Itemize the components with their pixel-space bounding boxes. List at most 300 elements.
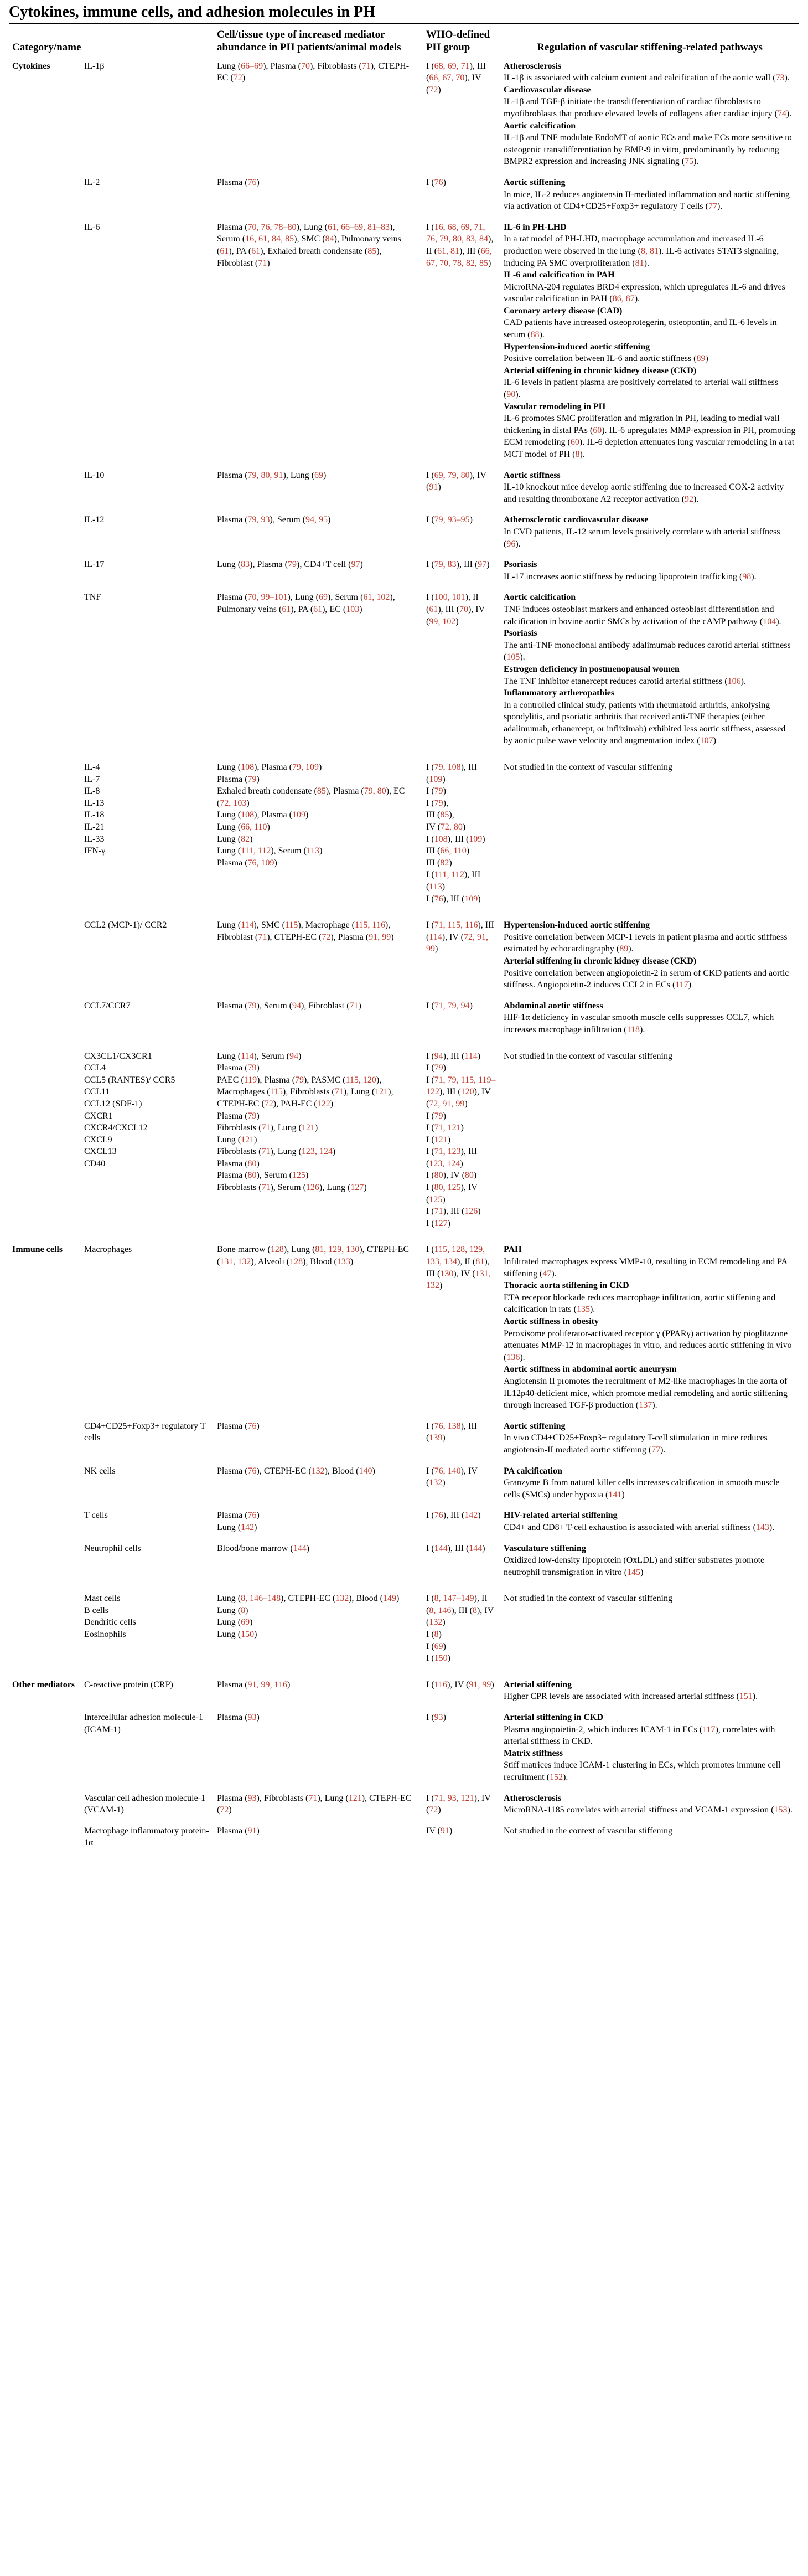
reference-number[interactable]: 61, 102: [363, 593, 390, 602]
reference-number[interactable]: 79: [287, 560, 297, 570]
reference-number[interactable]: 109: [469, 834, 483, 844]
reference-number[interactable]: 61: [429, 604, 438, 614]
cell-type-text: Lung (82): [217, 834, 253, 844]
pathway-description: In mice, IL-2 reduces angiotensin II-mediated inflammation and aortic stiffening via activation of CD4+CD25+Foxp3+ regulatory T cells (77).: [504, 189, 790, 212]
reference-number[interactable]: 71, 115, 116: [434, 920, 478, 930]
reference-number[interactable]: 72, 91, 99: [426, 932, 488, 954]
reference-number[interactable]: 100, 101: [434, 593, 465, 602]
table-row: [9, 219, 799, 467]
reference-number[interactable]: 79: [247, 1063, 257, 1073]
mediator-name: CXCR1: [84, 1111, 113, 1121]
pathway-description: Not studied in the context of vascular stiffening: [504, 1051, 672, 1061]
reference-number[interactable]: 127: [350, 1183, 364, 1193]
reference-number[interactable]: 80: [464, 1171, 474, 1181]
reference-number[interactable]: 79: [434, 798, 443, 808]
header-regulation: Regulation of vascular stiffening-related pathways: [500, 24, 799, 58]
reference-number[interactable]: 109: [429, 774, 443, 784]
reference-number[interactable]: 144: [469, 1543, 483, 1553]
reference-number[interactable]: 99, 102: [429, 616, 456, 626]
reference-number[interactable]: 71: [361, 61, 371, 71]
reference-number[interactable]: 82: [241, 834, 250, 844]
reference-number[interactable]: 71: [308, 1793, 318, 1803]
mediator-name-cell: [81, 58, 214, 174]
reference-number[interactable]: 60: [593, 425, 602, 435]
mediator-name-cell: [81, 557, 214, 589]
reference-number[interactable]: 71: [261, 1123, 271, 1133]
mediator-name-cell: [81, 1463, 214, 1508]
reference-number[interactable]: 69, 79, 80: [434, 470, 470, 480]
reference-number[interactable]: 61: [220, 246, 229, 256]
reference-number[interactable]: 109: [464, 894, 478, 904]
reference-number[interactable]: 69: [318, 593, 328, 602]
reference-number[interactable]: 106: [727, 676, 741, 686]
reference-number[interactable]: 16, 61, 84, 85: [245, 234, 294, 244]
cell-type-cell: [214, 174, 423, 219]
reference-number[interactable]: 98: [742, 571, 752, 581]
reference-number[interactable]: 71: [258, 932, 267, 942]
reference-number[interactable]: 130: [440, 1269, 454, 1279]
pathway-description: IL-1β is associated with calcium content and calcification of the aortic wall (73).: [504, 73, 790, 83]
reference-number[interactable]: 94: [289, 1051, 298, 1061]
reference-number[interactable]: 145: [627, 1567, 641, 1577]
reference-number[interactable]: 119: [244, 1075, 257, 1085]
reference-number[interactable]: 107: [700, 736, 713, 746]
pathway-heading: Aortic calcification: [504, 121, 576, 131]
who-group-cell: [423, 174, 500, 219]
who-group-text: I (108), III (109): [426, 834, 485, 844]
reference-number[interactable]: 131, 132: [426, 1269, 491, 1291]
reference-number[interactable]: 86, 87: [612, 294, 635, 304]
reference-number[interactable]: 79, 93: [247, 515, 270, 525]
reference-number[interactable]: 69: [314, 470, 323, 480]
reference-number[interactable]: 79: [247, 1111, 257, 1121]
reference-number[interactable]: 132: [335, 1594, 349, 1604]
reference-number[interactable]: 114: [429, 932, 442, 942]
reference-number[interactable]: 47: [542, 1269, 552, 1279]
reference-number[interactable]: 72, 103: [220, 798, 247, 808]
reference-number[interactable]: 8, 146–148: [241, 1594, 281, 1604]
who-group-text: I (79),: [426, 798, 448, 808]
table-row: [9, 512, 799, 557]
who-group-text: I (76, 140), IV (132): [426, 1466, 478, 1488]
reference-number[interactable]: 142: [464, 1511, 478, 1521]
reference-number[interactable]: 153: [774, 1805, 788, 1815]
reference-number[interactable]: 97: [351, 560, 360, 570]
table-row: [9, 1043, 799, 1237]
reference-number[interactable]: 118: [626, 1024, 640, 1034]
reference-number[interactable]: 81: [635, 258, 644, 268]
cell-type-cell: [214, 1418, 423, 1463]
reference-number[interactable]: 79, 109: [292, 763, 319, 772]
pathway-description: IL-17 increases aortic stiffness by reducing lipoprotein trafficking (98).: [504, 571, 757, 581]
reference-number[interactable]: 76, 140: [434, 1466, 461, 1476]
reference-number[interactable]: 91: [247, 1826, 257, 1836]
pathway-description: ETA receptor blockade reduces macrophage infiltration, aortic stiffening and calcification in rats (135).: [504, 1292, 776, 1315]
reference-number[interactable]: 72, 91, 99: [429, 1099, 465, 1109]
reference-number[interactable]: 66–69: [241, 61, 263, 71]
who-group-cell: [423, 1507, 500, 1540]
who-group-cell: [423, 58, 500, 174]
regulation-cell: [500, 1823, 799, 1856]
reference-number[interactable]: 75: [685, 157, 694, 167]
cell-type-cell: [214, 1709, 423, 1790]
cell-type-cell: [214, 754, 423, 911]
reference-number[interactable]: 114: [241, 920, 254, 930]
reference-number[interactable]: 123, 124: [429, 1158, 460, 1168]
reference-number[interactable]: 111, 112: [434, 870, 464, 880]
reference-number[interactable]: 69: [241, 1617, 250, 1627]
mediator-name: Neutrophil cells: [84, 1543, 141, 1553]
reference-number[interactable]: 60: [570, 437, 579, 447]
reference-number[interactable]: 66, 110: [440, 846, 467, 856]
reference-number[interactable]: 79: [434, 786, 443, 796]
reference-number[interactable]: 121: [241, 1135, 255, 1145]
reference-number[interactable]: 76: [434, 894, 443, 904]
reference-number[interactable]: 71: [434, 1207, 443, 1217]
reference-number[interactable]: 84: [325, 234, 334, 244]
reference-number[interactable]: 136: [506, 1352, 520, 1362]
reference-number[interactable]: 76: [434, 1511, 443, 1521]
reference-number[interactable]: 121: [434, 1135, 448, 1145]
cell-type-cell: [214, 1236, 423, 1418]
reference-number[interactable]: 115, 128, 129, 133, 134: [426, 1245, 485, 1267]
reference-number[interactable]: 97: [478, 560, 487, 570]
reference-number[interactable]: 80, 125: [434, 1183, 461, 1193]
reference-number[interactable]: 137: [639, 1400, 652, 1410]
regulation-cell: [500, 174, 799, 219]
reference-number[interactable]: 120: [460, 1087, 474, 1097]
pathway-description: Positive correlation between MCP-1 levels in patient plasma and aortic stiffness estimated by echocardiography (89).: [504, 932, 788, 954]
reference-number[interactable]: 77: [651, 1445, 661, 1455]
reference-number[interactable]: 121: [301, 1123, 315, 1133]
mediator-name: CD40: [84, 1158, 106, 1168]
reference-number[interactable]: 91, 99, 116: [247, 1679, 287, 1689]
reference-number[interactable]: 131, 132: [220, 1257, 251, 1267]
reference-number[interactable]: 150: [241, 1630, 255, 1640]
reference-number[interactable]: 132: [429, 1617, 443, 1627]
category-cell: [9, 1709, 81, 1790]
reference-number[interactable]: 66, 110: [241, 822, 267, 832]
reference-number[interactable]: 72: [429, 1805, 438, 1815]
reference-number[interactable]: 72: [220, 1805, 229, 1815]
who-group-text: I (71), III (126): [426, 1207, 481, 1217]
reference-number[interactable]: 121: [375, 1087, 389, 1097]
reference-number[interactable]: 70, 76, 78–80: [247, 222, 297, 232]
reference-number[interactable]: 81: [475, 1257, 485, 1267]
reference-number[interactable]: 72, 80: [440, 822, 463, 832]
reference-number[interactable]: 82: [440, 858, 449, 868]
reference-number[interactable]: 115: [270, 1087, 283, 1097]
mediator-name: IL-7: [84, 774, 100, 784]
reference-number[interactable]: 126: [464, 1207, 478, 1217]
pathway-heading: PAH: [504, 1245, 522, 1255]
reference-number[interactable]: 135: [576, 1305, 590, 1315]
reference-number[interactable]: 93: [247, 1793, 257, 1803]
who-group-text: I (79, 108), III (109): [426, 763, 477, 784]
reference-number[interactable]: 152: [550, 1773, 563, 1782]
reference-number[interactable]: 114: [241, 1051, 254, 1061]
reference-number[interactable]: 108: [241, 810, 255, 820]
reference-number[interactable]: 150: [434, 1653, 448, 1663]
reference-number[interactable]: 103: [346, 604, 360, 614]
reference-number[interactable]: 79, 80, 91: [247, 470, 283, 480]
reference-number[interactable]: 61: [282, 604, 291, 614]
pathway-description: The TNF inhibitor etanercept reduces carotid arterial stiffness (106).: [504, 676, 746, 686]
reference-number[interactable]: 121: [348, 1793, 362, 1803]
reference-number[interactable]: 72: [233, 73, 242, 83]
reference-number[interactable]: 8, 81: [640, 246, 659, 256]
mediator-name-cell: [81, 174, 214, 219]
reference-number[interactable]: 111, 112: [241, 846, 271, 856]
reference-number[interactable]: 96: [506, 539, 516, 549]
reference-number[interactable]: 72: [264, 1099, 273, 1109]
reference-number[interactable]: 8, 146: [429, 1605, 452, 1615]
reference-number[interactable]: 80: [247, 1171, 257, 1181]
who-group-cell: [423, 911, 500, 998]
pathway-heading: Atherosclerosis: [504, 61, 562, 71]
reference-number[interactable]: 115, 116: [355, 920, 385, 930]
reference-number[interactable]: 149: [383, 1594, 396, 1604]
reference-number[interactable]: 8: [575, 450, 580, 459]
mediator-name-cell: [81, 1709, 214, 1790]
pathway-description: IL-6 promotes SMC proliferation and migration in PH, leading to medial wall thickening in distal PAs (60). IL-6 upregulates MMP-expression in PH, promoting ECM remodeling (60). IL-6 depletion attenuates lung vascular remodeling in a rat MCT model of PH (8).: [504, 414, 796, 459]
reference-number[interactable]: 89: [619, 944, 629, 954]
pathway-heading: IL-6 and calcification in PAH: [504, 270, 615, 280]
category-cell: Immune cells: [12, 1245, 63, 1255]
cell-type-text: Plasma (79), Serum (94), Fibroblast (71): [217, 1001, 361, 1011]
mediator-name: IL-4: [84, 763, 100, 772]
reference-number[interactable]: 71: [261, 1183, 271, 1193]
reference-number[interactable]: 76: [247, 1466, 257, 1476]
reference-number[interactable]: 79, 108: [434, 763, 461, 772]
reference-number[interactable]: 70: [459, 604, 468, 614]
table-row: [9, 998, 799, 1043]
reference-number[interactable]: 79, 83: [434, 560, 457, 570]
reference-number[interactable]: 83: [241, 560, 250, 570]
reference-number[interactable]: 66, 67, 70: [429, 73, 465, 83]
reference-number[interactable]: 76: [247, 1511, 257, 1521]
reference-number[interactable]: 128: [270, 1245, 284, 1255]
reference-number[interactable]: 81, 129, 130: [315, 1245, 360, 1255]
reference-number[interactable]: 115: [284, 920, 298, 930]
reference-number[interactable]: 92: [685, 494, 694, 504]
reference-number[interactable]: 80: [247, 1158, 257, 1168]
regulation-cell: [500, 1507, 799, 1540]
pathway-heading: Aortic stiffness: [504, 470, 561, 480]
reference-number[interactable]: 117: [702, 1724, 716, 1734]
cell-type-text: Plasma (79, 93), Serum (94, 95): [217, 515, 331, 525]
who-group-text: I (76): [426, 177, 446, 187]
reference-number[interactable]: 94: [434, 1051, 443, 1061]
who-group-text: I (79): [426, 1111, 446, 1121]
reference-number[interactable]: 116: [434, 1679, 448, 1689]
reference-number[interactable]: 8: [434, 1630, 439, 1640]
reference-number[interactable]: 141: [608, 1490, 622, 1500]
reference-number[interactable]: 76: [434, 177, 443, 187]
reference-number[interactable]: 125: [429, 1194, 443, 1204]
reference-number[interactable]: 105: [506, 652, 520, 662]
reference-number[interactable]: 61, 81: [437, 246, 459, 256]
reference-number[interactable]: 143: [755, 1522, 769, 1532]
reference-number[interactable]: 71, 79, 115, 119–122: [426, 1075, 496, 1097]
reference-number[interactable]: 79, 80: [364, 786, 386, 796]
reference-number[interactable]: 128: [289, 1257, 303, 1267]
reference-number[interactable]: 93: [247, 1713, 257, 1723]
reference-number[interactable]: 74: [777, 109, 786, 119]
reference-number[interactable]: 113: [306, 846, 320, 856]
reference-number[interactable]: 70, 99–101: [247, 593, 288, 602]
mediator-name: Eosinophils: [84, 1630, 126, 1640]
who-group-text: I (8): [426, 1630, 442, 1640]
reference-number[interactable]: 8: [472, 1605, 477, 1615]
mediator-name: CCL7/CCR7: [84, 1001, 131, 1011]
reference-number[interactable]: 8, 147–149: [434, 1594, 474, 1604]
reference-number[interactable]: 151: [739, 1692, 753, 1702]
reference-number[interactable]: 71: [349, 1001, 359, 1011]
regulation-cell: [500, 1671, 799, 1709]
reference-number[interactable]: 61: [251, 246, 261, 256]
reference-number[interactable]: 90: [506, 390, 516, 400]
reference-number[interactable]: 68, 69, 71: [434, 61, 470, 71]
who-group-text: I (79, 93–95): [426, 515, 473, 525]
pathway-description: Positive correlation between angiopoietin-2 in serum of CKD patients and aortic stiffness. Angiopoietin-2 induces CCL2 in ECs (117): [504, 968, 789, 990]
reference-number[interactable]: 91: [440, 1826, 449, 1836]
reference-number[interactable]: 114: [464, 1051, 478, 1061]
reference-number[interactable]: 88: [530, 330, 540, 340]
reference-number[interactable]: 79: [247, 774, 257, 784]
cell-type-cell: [214, 1043, 423, 1237]
mediator-name-cell: [81, 998, 214, 1043]
reference-number[interactable]: 122: [317, 1099, 330, 1109]
reference-number[interactable]: 125: [292, 1171, 305, 1181]
reference-number[interactable]: 108: [434, 834, 448, 844]
reference-number[interactable]: 61: [313, 604, 323, 614]
regulation-cell: [500, 1236, 799, 1418]
reference-number[interactable]: 71, 79, 94: [434, 1001, 470, 1011]
reference-number[interactable]: 79: [295, 1075, 304, 1085]
pathway-description: Not studied in the context of vascular stiffening: [504, 1826, 672, 1836]
pathway-description: Higher CPR levels are associated with increased arterial stiffness (151).: [504, 1692, 758, 1702]
reference-number[interactable]: 133: [336, 1257, 350, 1267]
mediator-table: [9, 24, 799, 1856]
who-group-cell: [423, 1418, 500, 1463]
reference-number[interactable]: 79: [434, 1111, 443, 1121]
cell-type-cell: [214, 557, 423, 589]
pathway-heading: Inflammatory artheropathies: [504, 688, 615, 698]
reference-number[interactable]: 139: [429, 1433, 443, 1443]
cell-type-text: Plasma (76), CTEPH-EC (132), Blood (140): [217, 1466, 375, 1476]
reference-number[interactable]: 109: [292, 810, 305, 820]
mediator-name: CCL5 (RANTES)/ CCR5: [84, 1075, 175, 1085]
reference-number[interactable]: 144: [434, 1543, 448, 1553]
reference-number[interactable]: 93: [434, 1713, 443, 1723]
mediator-name-cell: [81, 1585, 214, 1671]
reference-number[interactable]: 71, 123: [434, 1147, 461, 1157]
reference-number[interactable]: 76, 138: [434, 1421, 461, 1431]
reference-number[interactable]: 71, 121: [434, 1123, 461, 1133]
category-cell: [9, 467, 81, 512]
reference-number[interactable]: 91: [429, 482, 438, 492]
who-group-text: I (79): [426, 1063, 446, 1073]
mediator-name: IL-13: [84, 798, 105, 808]
reference-number[interactable]: 16, 68, 69, 71, 76, 79, 80, 83, 84: [426, 222, 488, 244]
reference-number[interactable]: 85: [440, 810, 449, 820]
reference-number[interactable]: 126: [305, 1183, 319, 1193]
who-group-text: I (79, 83), III (97): [426, 560, 490, 570]
reference-number[interactable]: 79, 93–95: [434, 515, 470, 525]
who-group-cell: [423, 1043, 500, 1237]
reference-number[interactable]: 79: [434, 1063, 443, 1073]
reference-number[interactable]: 79: [247, 1001, 257, 1011]
cell-type-cell: [214, 467, 423, 512]
reference-number[interactable]: 91, 99: [469, 1679, 491, 1689]
reference-number[interactable]: 142: [241, 1522, 255, 1532]
reference-number[interactable]: 76, 109: [247, 858, 274, 868]
reference-number[interactable]: 132: [429, 1478, 443, 1488]
pathway-heading: Aortic calcification: [504, 593, 576, 602]
cell-type-text: Plasma (91, 99, 116): [217, 1679, 291, 1689]
reference-number[interactable]: 144: [293, 1543, 307, 1553]
reference-number[interactable]: 69: [434, 1641, 443, 1651]
who-group-text: I (111, 112), III (113): [426, 870, 481, 892]
reference-number[interactable]: 123, 124: [301, 1147, 333, 1157]
reference-number[interactable]: 66, 67, 70, 78, 82, 85: [426, 246, 492, 268]
reference-number[interactable]: 113: [429, 882, 442, 892]
reference-number[interactable]: 61, 66–69, 81–83: [327, 222, 390, 232]
regulation-cell: [500, 219, 799, 467]
who-group-text: I (80), IV (80): [426, 1171, 477, 1181]
reference-number[interactable]: 80: [434, 1171, 443, 1181]
reference-number[interactable]: 108: [241, 763, 255, 772]
who-group-text: I (76), III (142): [426, 1511, 481, 1521]
reference-number[interactable]: 89: [696, 354, 706, 364]
pathway-heading: Matrix stiffness: [504, 1748, 563, 1758]
reference-number[interactable]: 72: [322, 932, 331, 942]
cell-type-cell: [214, 1463, 423, 1508]
who-group-text: I (69, 79, 80), IV (91): [426, 470, 486, 492]
reference-number[interactable]: 115, 120: [345, 1075, 376, 1085]
header-category: Category/name: [9, 24, 214, 58]
table-body: [9, 58, 799, 1856]
reference-number[interactable]: 70: [301, 61, 310, 71]
pathway-description: HIF-1α deficiency in vascular smooth muscle cells suppresses CCL7, which increases macrophage infiltration (118).: [504, 1013, 774, 1034]
reference-number[interactable]: 8: [241, 1605, 246, 1615]
reference-number[interactable]: 117: [675, 980, 688, 990]
reference-number[interactable]: 76: [247, 1421, 257, 1431]
reference-number[interactable]: 71: [261, 1147, 271, 1157]
reference-number[interactable]: 72: [429, 85, 438, 95]
reference-number[interactable]: 127: [434, 1218, 448, 1228]
reference-number[interactable]: 71: [258, 258, 267, 268]
reference-number[interactable]: 94: [292, 1001, 301, 1011]
reference-number[interactable]: 76: [247, 177, 257, 187]
regulation-cell: [500, 467, 799, 512]
reference-number[interactable]: 85: [317, 786, 326, 796]
who-group-text: I (71, 121): [426, 1123, 464, 1133]
reference-number[interactable]: 94, 95: [305, 515, 328, 525]
reference-number[interactable]: 104: [763, 616, 776, 626]
pathway-description: Oxidized low-density lipoprotein (OxLDL) and stiffer substrates promote neutrophil transmigration in vitro (145): [504, 1555, 765, 1577]
reference-number[interactable]: 71: [334, 1087, 344, 1097]
reference-number[interactable]: 77: [708, 202, 717, 212]
reference-number[interactable]: 71, 93, 121: [434, 1793, 474, 1803]
pathway-description: TNF induces osteoblast markers and enhanced osteoblast differentiation and calcification in bovine aortic SMCs by activation of the cAMP pathway (104).: [504, 604, 781, 626]
reference-number[interactable]: 91, 99: [369, 932, 391, 942]
reference-number[interactable]: 85: [367, 246, 377, 256]
reference-number[interactable]: 132: [311, 1466, 325, 1476]
reference-number[interactable]: 73: [775, 73, 785, 83]
reference-number[interactable]: 140: [359, 1466, 372, 1476]
